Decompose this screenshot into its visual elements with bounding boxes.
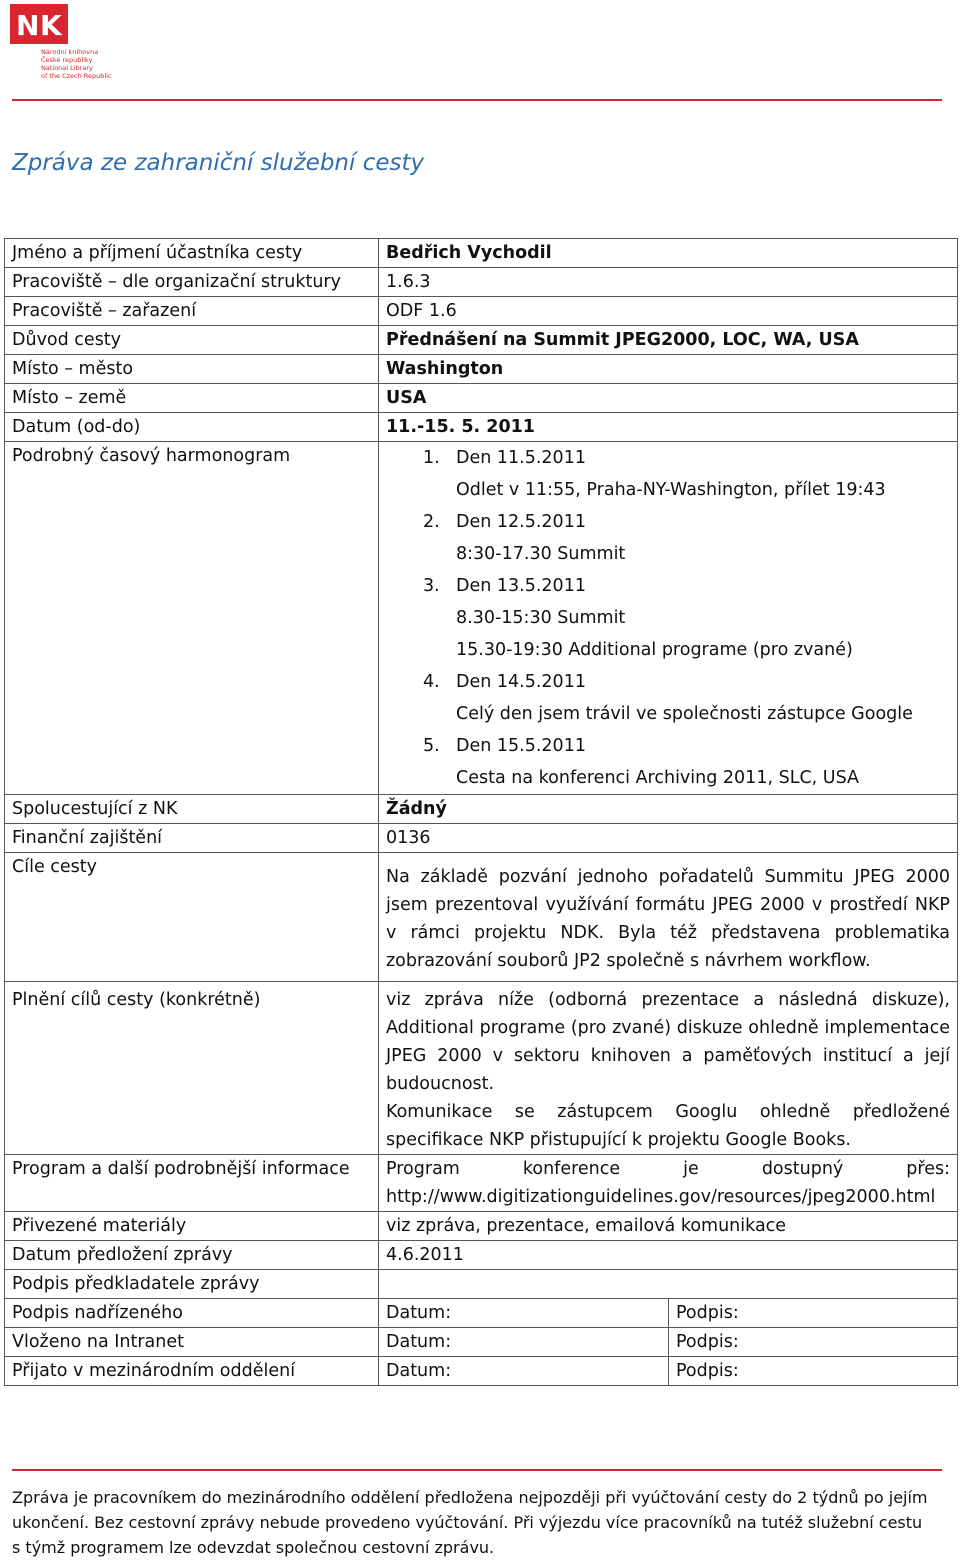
- date-field[interactable]: Datum:: [379, 1299, 669, 1328]
- schedule-date: Den 11.5.2011: [456, 448, 586, 468]
- footer-note: Zpráva je pracovníkem do mezinárodního oddělení předložena nejpozději při vyúčtování cesty do 2 týdnů po jejím ukončení. Bez cestovní zprávy nebude provedeno vyúčtování. Při výjezdu více pracovníků na tutéž služební cestu s týmž programem lze odevzdat společnou cestovní zprávu.: [12, 1488, 928, 1557]
- schedule-day: [423, 506, 950, 570]
- program-text: Program konference je dostupný přes:: [386, 1159, 950, 1179]
- row-label: Plnění cílů cesty (konkrétně): [5, 982, 379, 1155]
- nk-logo-mark: [10, 4, 68, 44]
- row-dept-assign: [5, 297, 958, 326]
- row-reason: [5, 326, 958, 355]
- row-label: Místo – město: [5, 355, 379, 384]
- row-label: Přijato v mezinárodním oddělení: [5, 1357, 379, 1386]
- row-intranet: [5, 1328, 958, 1357]
- fulfilment-paragraph: Komunikace se zástupcem Googlu ohledně předložené specifikace NKP přistupující k projektu Google Books.: [386, 1102, 950, 1150]
- logo-letter-k: K: [40, 9, 62, 42]
- sign-field[interactable]: Podpis:: [669, 1328, 958, 1357]
- dates-value: 11.-15. 5. 2011: [379, 413, 958, 442]
- row-superior: [5, 1299, 958, 1328]
- submitted-value: 4.6.2011: [379, 1241, 958, 1270]
- row-materials: [5, 1212, 958, 1241]
- schedule-cell: [379, 442, 958, 795]
- signature-field[interactable]: [379, 1270, 958, 1299]
- schedule-item: Odlet v 11:55, Praha-NY-Washington, přílet 19:43: [456, 480, 886, 500]
- sign-field[interactable]: Podpis:: [669, 1299, 958, 1328]
- schedule-number: 5.: [423, 736, 440, 756]
- report-form-table: [4, 238, 958, 1386]
- fulfilment-paragraph: viz zpráva níže (odborná prezentace a následná diskuze), Additional programe (pro zvané) diskuze ohledně implementace JPEG 2000 v sektoru knihoven a paměťových institucí a její budoucnost.: [386, 990, 950, 1094]
- schedule-number: 4.: [423, 672, 440, 692]
- schedule-item: 8.30-15:30 Summit: [456, 608, 626, 628]
- row-goals: [5, 853, 958, 982]
- program-link[interactable]: http://www.digitizationguidelines.gov/resources/jpeg2000.html: [386, 1187, 936, 1207]
- row-label: Pracoviště – dle organizační struktury: [5, 268, 379, 297]
- dept-assign-value: ODF 1.6: [379, 297, 958, 326]
- row-label: Podrobný časový harmonogram: [5, 442, 379, 795]
- row-fulfilment: [5, 982, 958, 1155]
- row-signature: [5, 1270, 958, 1299]
- schedule-date: Den 14.5.2011: [456, 672, 586, 692]
- schedule-date: Den 13.5.2011: [456, 576, 586, 596]
- row-label: Místo – země: [5, 384, 379, 413]
- row-intl: [5, 1357, 958, 1386]
- row-city: [5, 355, 958, 384]
- logo-line: Národní knihovna: [41, 48, 99, 56]
- schedule-number: 2.: [423, 512, 440, 532]
- schedule-item: 8:30-17.30 Summit: [456, 544, 626, 564]
- row-label: Důvod cesty: [5, 326, 379, 355]
- row-label: Podpis nadřízeného: [5, 1299, 379, 1328]
- row-submitted: [5, 1241, 958, 1270]
- schedule-item: 15.30-19:30 Additional programe (pro zvané): [456, 640, 853, 660]
- row-country: [5, 384, 958, 413]
- row-dept-struct: [5, 268, 958, 297]
- nk-logo: [10, 4, 120, 86]
- logo-line: of the Czech Republic: [41, 72, 112, 80]
- row-label: Vloženo na Intranet: [5, 1328, 379, 1357]
- companion-value: Žádný: [379, 795, 958, 824]
- schedule-item: Cesta na konferenci Archiving 2011, SLC, USA: [456, 768, 859, 788]
- logo-line: National Library: [41, 64, 93, 72]
- row-schedule: [5, 442, 958, 795]
- schedule-item: Celý den jsem trávil ve společnosti zástupce Google: [456, 704, 913, 724]
- row-label: Cíle cesty: [5, 853, 379, 982]
- schedule-day: [423, 442, 950, 506]
- row-name: [5, 239, 958, 268]
- fulfilment-cell: [379, 982, 958, 1155]
- schedule-date: Den 12.5.2011: [456, 512, 586, 532]
- city-value: Washington: [379, 355, 958, 384]
- row-label: Pracoviště – zařazení: [5, 297, 379, 326]
- date-field[interactable]: Datum:: [379, 1357, 669, 1386]
- row-label: Datum (od-do): [5, 413, 379, 442]
- sign-field[interactable]: Podpis:: [669, 1357, 958, 1386]
- schedule-number: 3.: [423, 576, 440, 596]
- row-companion: [5, 795, 958, 824]
- schedule-date: Den 15.5.2011: [456, 736, 586, 756]
- logo-letter-n: N: [16, 9, 38, 42]
- materials-value: viz zpráva, prezentace, emailová komunikace: [379, 1212, 958, 1241]
- schedule-day: [423, 666, 950, 730]
- row-label: Podpis předkladatele zprávy: [5, 1270, 379, 1299]
- schedule-day: [423, 730, 950, 794]
- row-dates: [5, 413, 958, 442]
- footer-divider: [12, 1469, 942, 1471]
- row-label: Finanční zajištění: [5, 824, 379, 853]
- row-program: [5, 1155, 958, 1212]
- row-label: Jméno a příjmení účastníka cesty: [5, 239, 379, 268]
- logo-line: České republiky: [41, 56, 93, 64]
- schedule-list: [386, 442, 950, 794]
- logo-text: [41, 48, 112, 80]
- dept-struct-value: 1.6.3: [379, 268, 958, 297]
- schedule-number: 1.: [423, 448, 440, 468]
- schedule-day: [423, 570, 950, 666]
- reason-value: Přednášení na Summit JPEG2000, LOC, WA, USA: [379, 326, 958, 355]
- date-field[interactable]: Datum:: [379, 1328, 669, 1357]
- program-cell: [379, 1155, 958, 1212]
- row-label: Program a další podrobnější informace: [5, 1155, 379, 1212]
- header-divider: [12, 99, 942, 101]
- funding-value: 0136: [379, 824, 958, 853]
- row-label: Datum předložení zprávy: [5, 1241, 379, 1270]
- page-title: Zpráva ze zahraniční služební cesty: [12, 150, 425, 176]
- goals-value: Na základě pozvání jednoho pořadatelů Summitu JPEG 2000 jsem prezentoval využívání formátu JPEG 2000 v prostředí NKP v rámci projektu NDK. Byla též představena problematika zobrazování souborů JP2 společně s návrhem workflow.: [379, 853, 958, 982]
- row-funding: [5, 824, 958, 853]
- country-value: USA: [379, 384, 958, 413]
- row-label: Přivezené materiály: [5, 1212, 379, 1241]
- participant-name: Bedřich Vychodil: [379, 239, 958, 268]
- row-label: Spolucestující z NK: [5, 795, 379, 824]
